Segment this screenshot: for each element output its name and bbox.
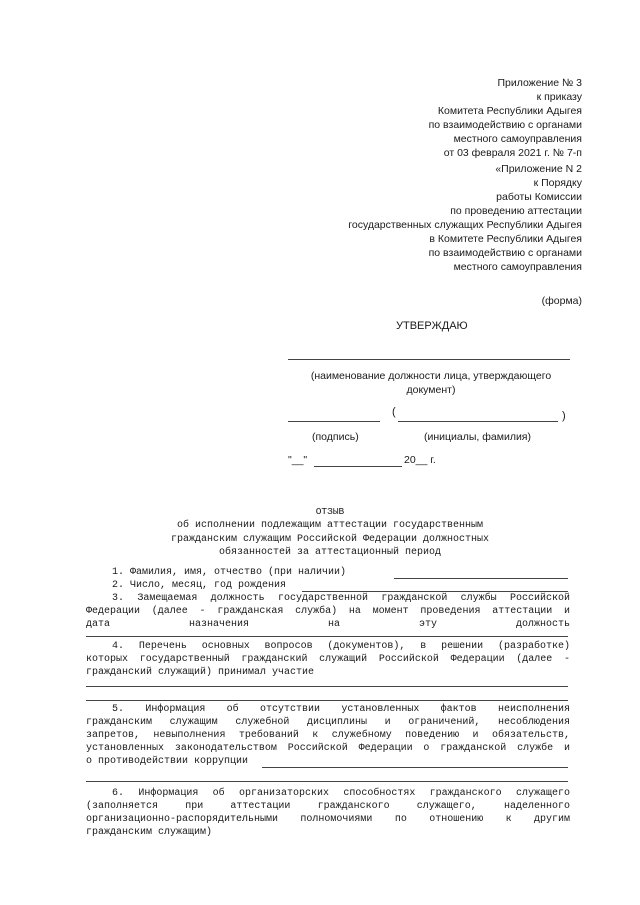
appendix-line: работы Комиссии [496, 191, 582, 203]
item-1-line [394, 578, 568, 579]
item-6-line-3: организационно-распорядительными полномочиями по отношению к другим [86, 814, 570, 825]
review-subtitle-line: об исполнении подлежащим аттестации государственным [176, 520, 484, 531]
review-title: ОТЗЫВ [315, 506, 345, 517]
initials-line [398, 421, 558, 422]
appendix-line: «Приложение N 2 [495, 163, 582, 175]
item-1: 1. Фамилия, имя, отчество (при наличии) [112, 567, 347, 578]
item-6-line-2: (заполняется при аттестации гражданского служащего, наделенного [86, 801, 570, 812]
appendix-line: государственных служащих Республики Адыгея [348, 219, 582, 231]
item-5-line-1: 5. Информация об отсутствии установленных фактов неисполнения [112, 704, 570, 715]
form-label: (форма) [541, 295, 582, 307]
header-line: к приказу [536, 91, 582, 103]
position-line [288, 359, 570, 360]
item-3-line-2: Федерации (далее - гражданская служба) на момент проведения аттестации и [86, 606, 570, 617]
item-6-line-4: гражданским служащим) [86, 827, 213, 838]
item-5-answer-line [262, 767, 568, 768]
item-3-line-3 [86, 618, 570, 632]
review-subtitle [0, 519, 640, 560]
header-line: местного самоуправления [453, 133, 582, 145]
item-2: 2. Число, месяц, год рождения [112, 580, 287, 591]
appendix-line: по взаимодействию с органами [428, 247, 582, 259]
item-3-word: на [327, 619, 340, 630]
item-4-line-2: которых государственный гражданский служащий Российской Федерации (далее - [86, 654, 570, 665]
item-5-answer-line [86, 781, 568, 782]
item-3-word: назначения [188, 619, 249, 630]
approve-title: УТВЕРЖДАЮ [396, 320, 468, 332]
header-block [282, 76, 582, 160]
position-hint [286, 369, 576, 397]
appendix-line: по проведению аттестации [450, 205, 582, 217]
position-hint-line: документ) [406, 384, 456, 396]
header-line: Комитета Республики Адыгея [437, 105, 582, 117]
position-hint-line: (наименование должности лица, утверждающего [310, 370, 552, 382]
date-year: 20__ г. [404, 454, 436, 466]
item-3-answer-line [86, 636, 568, 637]
item-4-answer-line [86, 700, 568, 701]
item-3-line-1: 3. Замещаемая должность государственной гражданской службы Российской [112, 593, 570, 604]
item-5-line-4: установленных законодательством Российской Федерации о гражданской службе и [86, 743, 570, 754]
item-3-word: эту [418, 619, 437, 630]
appendix-line: в Комитете Республики Адыгея [429, 233, 582, 245]
review-subtitle-line: обязанностей за аттестационный период [218, 547, 442, 558]
item-3-word: дата [86, 619, 111, 630]
item-5-line-5: о противодействии коррупции [86, 756, 249, 767]
paren-open: ( [392, 406, 396, 418]
appendix-line: местного самоуправления [453, 261, 582, 273]
item-4-answer-line [86, 686, 568, 687]
signature-hint: (подпись) [312, 431, 359, 443]
date-quote: "__" [288, 454, 308, 466]
item-5-line-2: гражданским служащим служебной дисциплины и ограничений, несоблюдения [86, 717, 570, 728]
appendix-block [262, 162, 582, 274]
item-4-line-1: 4. Перечень основных вопросов (документов), в решении (разработке) [112, 641, 570, 652]
item-6-line-1: 6. Информация об организаторских способностях гражданского служащего [112, 788, 570, 799]
appendix-line: к Порядку [533, 177, 582, 189]
header-line: от 03 февраля 2021 г. № 7-п [443, 147, 582, 159]
header-line: по взаимодействию с органами [428, 119, 582, 131]
paren-close: ) [562, 410, 566, 422]
item-4-line-3: гражданский служащий) принимал участие [86, 667, 315, 678]
item-3-word: должность [515, 619, 570, 630]
item-5-line-3: запретов, невыполнения требований к служебному поведению и обязательств, [86, 730, 570, 741]
signature-line [288, 421, 380, 422]
review-subtitle-line: гражданским служащим Российской Федерации должностных [170, 533, 490, 545]
date-month-line [314, 466, 402, 467]
header-line: Приложение № 3 [497, 77, 582, 89]
initials-hint: (инициалы, фамилия) [424, 431, 531, 443]
